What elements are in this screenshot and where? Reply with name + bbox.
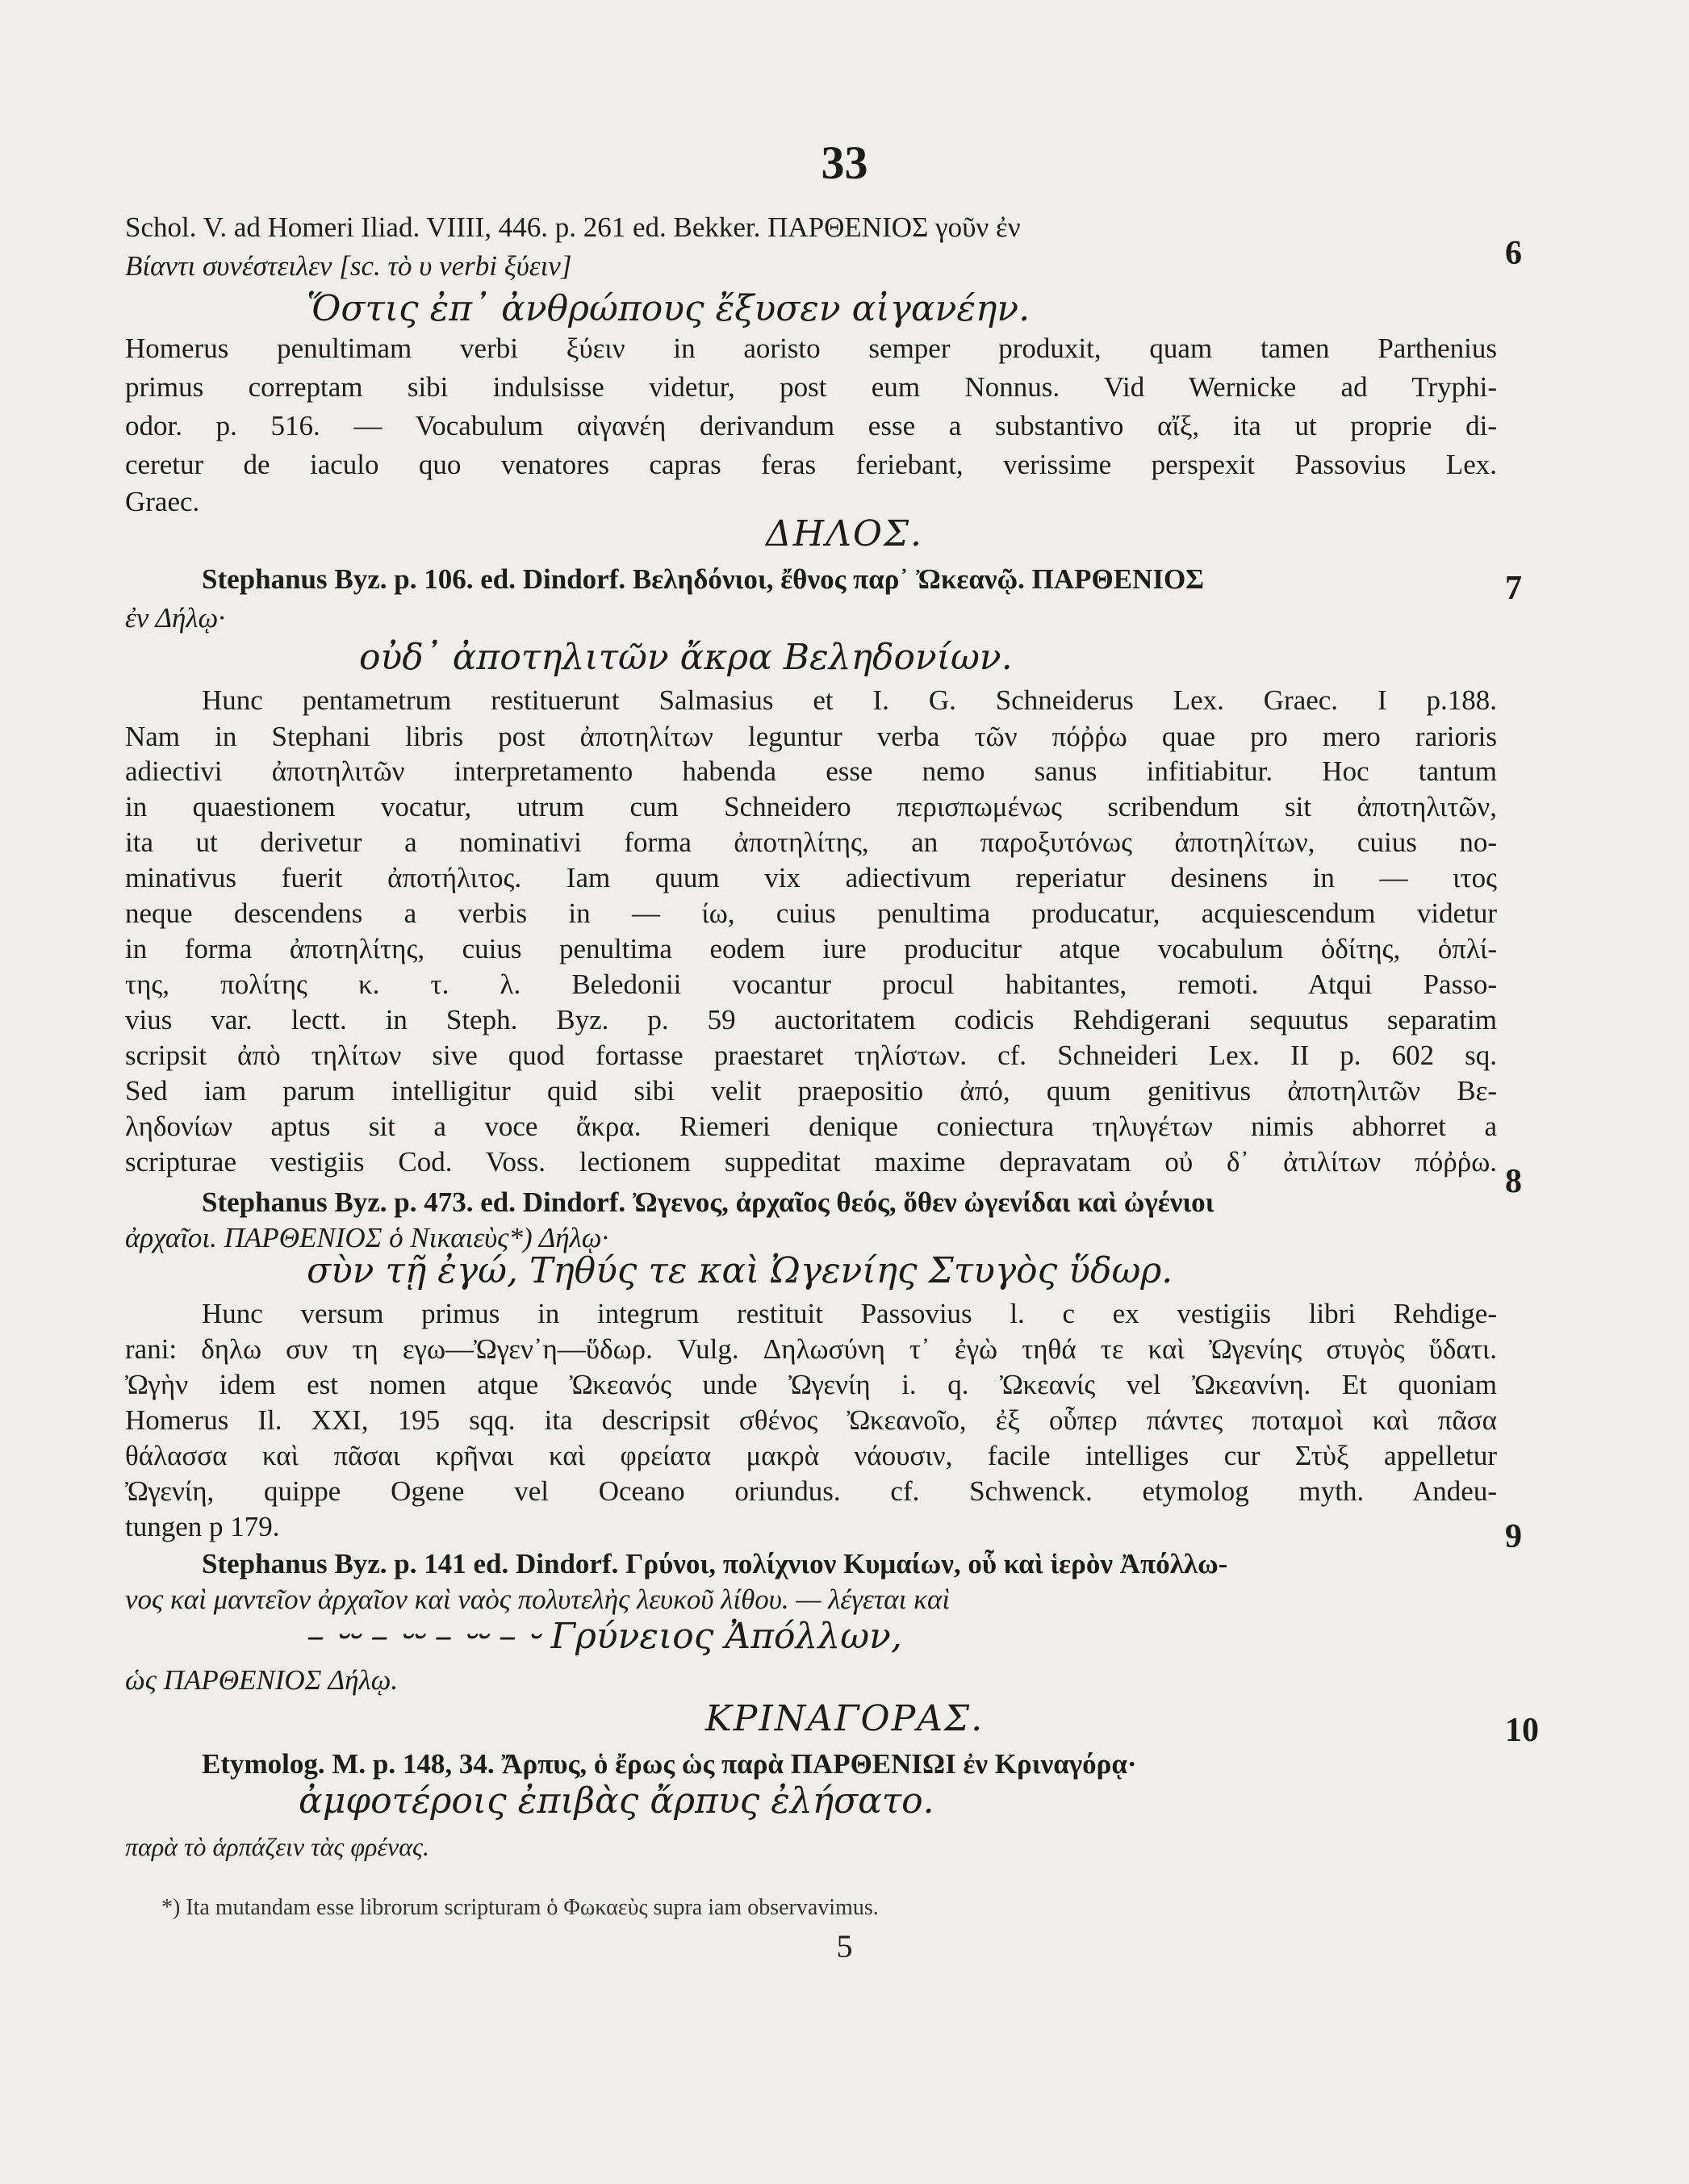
text-line: minativus fuerit ἀποτήλιτος. Iam quum vix adiectivum reperiatur desinens in — ιτος — [125, 862, 1497, 893]
text-line: Ὠγὴν idem est nomen atque Ὠκεανός unde Ὠγενίη i. q. Ὠκεανίς vel Ὠκεανίνη. Et quoniam — [125, 1369, 1497, 1400]
verse-line: σὺν τῇ ἐγώ, Τηθύς τε καὶ Ὠγενίης Στυγὸς ὕδωρ. — [307, 1250, 1173, 1291]
text-line: νος καὶ μαντεῖον ἀρχαῖον καὶ ναὸς πολυτελὴς λευκοῦ λίθου. — λέγεται καὶ — [125, 1584, 951, 1615]
footnote: *) Ita mutandam esse librorum scripturam ὁ Φωκαεὺς supra iam observavimus. — [161, 1895, 879, 1920]
fragment-number: 8 — [1505, 1163, 1522, 1200]
source-line: Stephanus Byz. p. 141 ed. Dindorf. Γρύνοι, πολίχνιον Κυμαίων, οὗ καὶ ἱερὸν Ἀπόλλω- — [202, 1548, 1228, 1579]
text-line: Graec. — [125, 486, 200, 517]
source-line: Stephanus Byz. p. 473. ed. Dindorf. Ὠγενος, ἀρχαῖος θεός, ὅθεν ὠγενίδαι καὶ ὠγένιοι — [202, 1186, 1214, 1218]
text-line: rani: δηλω συν τη εγω—Ὠγεν᾿η—ὕδωρ. Vulg. Δηλωσύνη τ᾿ ἐγὼ τηθά τε καὶ Ὠγενίης στυγὸς ὕδατι. — [125, 1333, 1497, 1365]
text-line: Hunc versum primus in integrum restituit Passovius l. c ex vestigiis libri Rehdige- — [202, 1298, 1497, 1329]
text-line: primus correptam sibi indulsisse videtur, post eum Nonnus. Vid Wernicke ad Tryphi- — [125, 371, 1497, 403]
verse-line: – ⏑⏑ – ⏑⏑ – ⏑⏑ – ⏑ Γρύνειος Ἀπόλλων, — [307, 1616, 902, 1657]
text-line: ὡς ΠΑΡΘΕΝΙΟΣ Δήλῳ. — [125, 1664, 399, 1696]
text-line: Homerus penultimam verbi ξύειν in aoristo semper produxit, quam tamen Parthenius — [125, 333, 1497, 364]
text-line: scripturae vestigiis Cod. Voss. lectionem suppeditat maxime depravatam οὐ δ᾿ ἀτιλίτων πόῤῥω. — [125, 1146, 1497, 1178]
text-line: in quaestionem vocatur, utrum cum Schneidero περισπωμένως scribendum sit ἀποτηλιτῶν, — [125, 791, 1497, 822]
text-line: Nam in Stephani libris post ἀποτηλίτων leguntur verba τῶν πόῤῥω quae pro mero rarioris — [125, 721, 1497, 752]
text-line: Sed iam parum intelligitur quid sibi velit praepositio ἀπό, quum genitivus ἀποτηλιτῶν Βε- — [125, 1075, 1497, 1107]
text-line: θάλασσα καὶ πᾶσαι κρῆναι καὶ φρείατα μακρὰ νάουσιν, facile intelliges cur Στὺξ appelletur — [125, 1440, 1497, 1471]
page-number: 33 — [821, 136, 868, 189]
text-line: ληδονίων aptus sit a voce ἄκρα. Riemeri denique coniectura τηλυγέτων nimis abhorret a — [125, 1111, 1497, 1142]
text-line: ἐν Δήλῳ· — [125, 602, 225, 634]
verse-line: Ὅστις ἐπ᾿ ἀνθρώπους ἔξυσεν αἰγανέην. — [307, 288, 1031, 329]
source-line: Etymolog. M. p. 148, 34. Ἄρπυς, ὁ ἔρως ὡς παρὰ ΠΑΡΘΕΝΙΩΙ ἐν Κριναγόρᾳ· — [202, 1748, 1137, 1780]
text-line: odor. p. 516. — Vocabulum αἰγανέη derivandum esse a substantivo αἴξ, ita ut proprie di- — [125, 410, 1497, 441]
fragment-number: 9 — [1505, 1518, 1522, 1555]
signature-mark: 5 — [836, 1928, 853, 1964]
text-line: vius var. lectt. in Steph. Byz. p. 59 auctoritatem codicis Rehdigerani sequutus separatim — [125, 1004, 1497, 1036]
section-heading: ΚΡΙΝΑΓΟΡΑΣ. — [704, 1698, 985, 1739]
text-line: Homerus Il. XXI, 195 sqq. ita descripsit σθένος Ὠκεανοῖο, ἐξ οὗπερ πάντες ποταμοὶ καὶ πᾶσα — [125, 1404, 1497, 1436]
text-line: tungen p 179. — [125, 1511, 280, 1542]
text-line: της, πολίτης κ. τ. λ. Beledonii vocantur procul habitantes, remoti. Atqui Passo- — [125, 969, 1497, 1000]
text-line: ceretur de iaculo quo venatores capras feras feriebant, verissime perspexit Passovius Lex. — [125, 449, 1497, 480]
text-line: Ὠγενίη, quippe Ogene vel Oceano oriundus. cf. Schwenck. etymolog myth. Andeu- — [125, 1475, 1497, 1507]
verse-line: οὐδ᾿ ἀποτηλιτῶν ἄκρα Βεληδονίων. — [359, 637, 1013, 678]
text-line: ita ut derivetur a nominativi forma ἀποτηλίτης, an παροξυτόνως ἀποτηλίτων, cuius no- — [125, 826, 1497, 858]
source-line: Stephanus Byz. p. 106. ed. Dindorf. Βεληδόνιοι, ἔθνος παρ᾿ Ὠκεανῷ. ΠΑΡΘΕΝΙΟΣ — [202, 563, 1205, 595]
source-line — [125, 211, 1497, 244]
text-line: ἀρχαῖοι. ΠΑΡΘΕΝΙΟΣ ὁ Νικαιεὺς*) Δήλῳ· — [125, 1222, 609, 1253]
text-line: Hunc pentametrum restituerunt Salmasius et I. G. Schneiderus Lex. Graec. I p.188. — [202, 684, 1497, 716]
text-line: Schol. V. ad Homeri Iliad. VIIII, 446. p. 261 ed. Bekker. ΠΑΡΘΕΝΙΟΣ γοῦν ἐν — [125, 211, 1021, 243]
text-line: Βίαντι συνέστειλεν [sc. τὸ υ verbi ξύειν] — [125, 250, 572, 282]
section-heading: ΔΗΛΟΣ. — [765, 513, 924, 554]
text-line: neque descendens a verbis in — ίω, cuius penultima producatur, acquiescendum videtur — [125, 897, 1497, 929]
fragment-number: 7 — [1505, 570, 1522, 607]
text-line: adiectivi ἀποτηλιτῶν interpretamento habenda esse nemo sanus infitiabitur. Hoc tantum — [125, 755, 1497, 787]
text-line: in forma ἀποτηλίτης, cuius penultima eodem iure producitur atque vocabulum ὁδίτης, ὁπλί- — [125, 933, 1497, 964]
verse-line: ἀμφοτέροις ἐπιβὰς ἄρπυς ἐλήσατο. — [299, 1780, 934, 1822]
fragment-number: 6 — [1505, 235, 1522, 272]
fragment-number: 10 — [1505, 1712, 1539, 1749]
text-line: παρὰ τὸ ἁρπάζειν τὰς φρένας. — [125, 1832, 429, 1861]
text-line: scripsit ἀπὸ τηλίτων sive quod fortasse praestaret τηλίστων. cf. Schneideri Lex. II p. 602 sq. — [125, 1040, 1497, 1071]
